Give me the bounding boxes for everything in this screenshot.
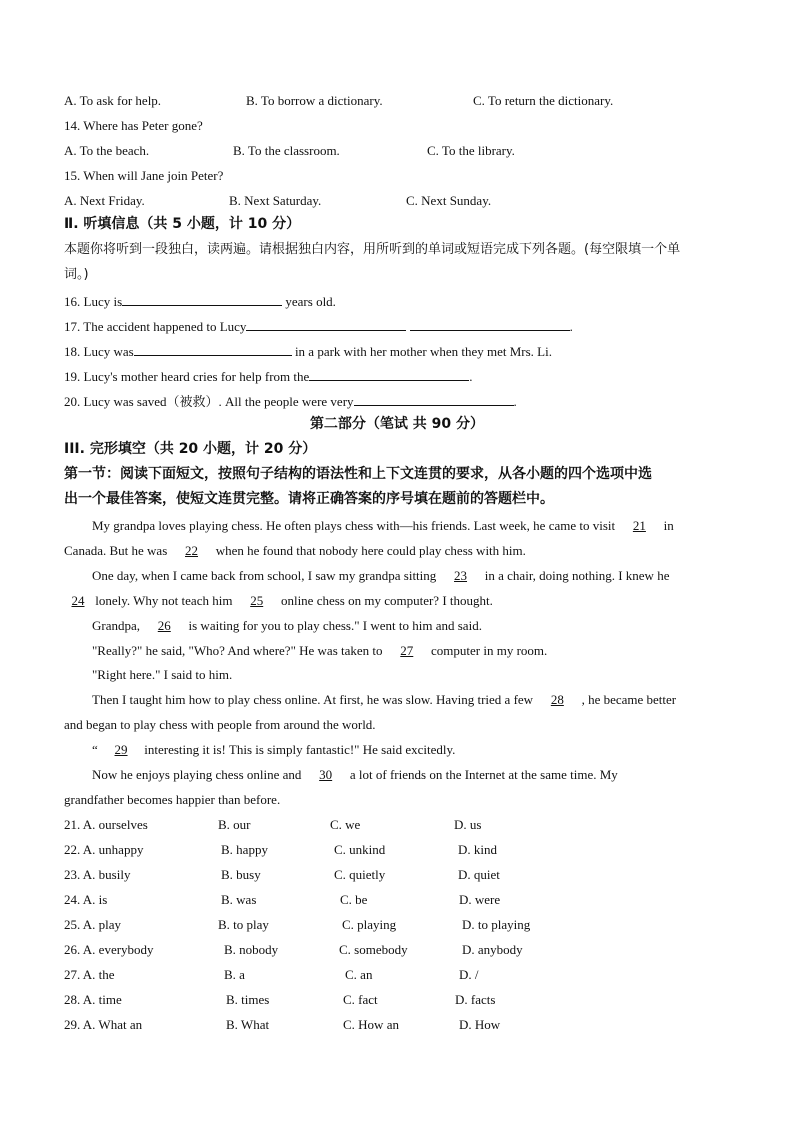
item-18-pre: 18. Lucy was xyxy=(64,344,134,359)
item-20 xyxy=(64,392,517,410)
choice-25-option-a: 25. A. play xyxy=(64,917,122,932)
part2-title: 第二部分（笔试 共 90 分） xyxy=(309,416,485,432)
choice-27-option-b: B. a xyxy=(224,967,245,982)
item-19-pre: 19. Lucy's mother heard cries for help from the xyxy=(64,369,310,384)
answer-blank-20[interactable] xyxy=(354,392,514,406)
q14-option-a: A. To the beach. xyxy=(64,143,150,158)
choice-29-option-b: B. What xyxy=(226,1017,270,1032)
passage-line-6 xyxy=(92,642,547,659)
item-18 xyxy=(64,342,552,360)
passage-line-5 xyxy=(92,617,482,634)
blank-26: 26 xyxy=(157,618,171,633)
blank-21: 21 xyxy=(632,518,646,533)
choice-22-option-c: C. unkind xyxy=(334,842,386,857)
choice-26-option-c: C. somebody xyxy=(339,942,408,957)
passage-text: My grandpa loves playing chess. He often plays chess with—his friends. Last week, he came to visit xyxy=(92,518,619,533)
blank-30: 30 xyxy=(319,767,333,782)
passage-text: “ xyxy=(92,742,102,757)
choice-24-option-b: B. was xyxy=(221,892,257,907)
passage-text: lonely. Why not teach him xyxy=(92,593,236,608)
choice-22-option-b: B. happy xyxy=(221,842,268,857)
section3-sub-1: 第一节：阅读下面短文，按照句子结构的语法性和上下文连贯的要求，从各小题的四个选项中选 xyxy=(64,466,652,482)
passage-line-2 xyxy=(64,542,526,559)
choice-24-option-d: D. were xyxy=(459,892,501,907)
choice-26-option-d: D. anybody xyxy=(462,942,523,957)
passage-text: in xyxy=(660,518,674,533)
blank-24: 24 xyxy=(71,593,85,608)
item-18-post: in a park with her mother when they met Mrs. Li. xyxy=(291,344,552,359)
section2-title: Ⅱ. 听填信息（共 5 小题，计 10 分） xyxy=(64,216,301,232)
passage-text: Now he enjoys playing chess online and xyxy=(92,767,305,782)
choice-29-option-c: C. How an xyxy=(343,1017,399,1032)
passage-line-11 xyxy=(92,766,618,783)
choice-28-option-d: D. facts xyxy=(455,992,496,1007)
passage-line-12: grandfather becomes happier than before. xyxy=(64,792,281,807)
item-16-post: years old. xyxy=(282,294,336,309)
passage-text: Grandpa, xyxy=(92,618,144,633)
passage-text: , he became better xyxy=(578,692,677,707)
choice-26-option-b: B. nobody xyxy=(224,942,279,957)
choice-25-option-d: D. to playing xyxy=(462,917,531,932)
passage-text: is waiting for you to play chess." I went to him and said. xyxy=(185,618,482,633)
passage-text: in a chair, doing nothing. I knew he xyxy=(481,568,670,583)
choice-25-option-b: B. to play xyxy=(218,917,269,932)
item-17-post: . xyxy=(569,319,573,334)
q15-option-a: A. Next Friday. xyxy=(64,193,145,208)
choice-23-option-d: D. quiet xyxy=(458,867,500,882)
choice-27-option-c: C. an xyxy=(345,967,373,982)
q15-option-c: C. Next Sunday. xyxy=(406,193,492,208)
passage-text: interesting it is! This is simply fantastic!" He said excitedly. xyxy=(141,742,456,757)
answer-blank-19[interactable] xyxy=(309,367,469,381)
answer-blank-17b[interactable] xyxy=(410,317,570,331)
blank-28: 28 xyxy=(550,692,564,707)
section3-title: III. 完形填空（共 20 小题，计 20 分） xyxy=(64,441,317,457)
choice-21-option-b: B. our xyxy=(218,817,251,832)
choice-24-option-c: C. be xyxy=(340,892,368,907)
choice-28-option-a: 28. A. time xyxy=(64,992,122,1007)
passage-text: Then I taught him how to play chess online. At first, he was slow. Having tried a few xyxy=(92,692,537,707)
choice-28-option-c: C. fact xyxy=(343,992,378,1007)
choice-23-option-a: 23. A. busily xyxy=(64,867,131,882)
q15-option-b: B. Next Saturday. xyxy=(229,193,322,208)
blank-29: 29 xyxy=(114,742,128,757)
passage-line-7: "Right here." I said to him. xyxy=(92,667,233,682)
choice-29-option-a: 29. A. What an xyxy=(64,1017,143,1032)
passage-text: One day, when I came back from school, I saw my grandpa sitting xyxy=(92,568,440,583)
item-19-post: . xyxy=(469,369,473,384)
passage-text: when he found that nobody here could play chess with him. xyxy=(212,543,526,558)
choice-21-option-c: C. we xyxy=(330,817,361,832)
choice-21-option-a: 21. A. ourselves xyxy=(64,817,148,832)
section2-instruction-2: 词。) xyxy=(64,267,89,282)
section3-sub-2: 出一个最佳答案，使短文连贯完整。请将正确答案的序号填在题前的答题栏中。 xyxy=(64,491,554,507)
passage-line-8 xyxy=(92,691,676,708)
passage-text: a lot of friends on the Internet at the same time. My xyxy=(346,767,618,782)
passage-line-9: and began to play chess with people from around the world. xyxy=(64,717,376,732)
passage-line-4 xyxy=(64,592,493,609)
passage-text: online chess on my computer? I thought. xyxy=(277,593,493,608)
answer-blank-18[interactable] xyxy=(134,342,292,356)
choice-22-option-d: D. kind xyxy=(458,842,497,857)
choice-28-option-b: B. times xyxy=(226,992,270,1007)
item-16-pre: 16. Lucy is xyxy=(64,294,123,309)
choice-29-option-d: D. How xyxy=(459,1017,501,1032)
q15-stem: 15. When will Jane join Peter? xyxy=(64,168,224,183)
choice-23-option-b: B. busy xyxy=(221,867,261,882)
choice-21-option-d: D. us xyxy=(454,817,482,832)
blank-27: 27 xyxy=(400,643,414,658)
choice-27-option-d: D. / xyxy=(459,967,479,982)
item-20-post: . xyxy=(513,394,517,409)
item-19 xyxy=(64,367,473,385)
choice-27-option-a: 27. A. the xyxy=(64,967,115,982)
blank-25: 25 xyxy=(250,593,264,608)
passage-line-3 xyxy=(92,567,669,584)
passage-line-10 xyxy=(92,741,455,758)
q14-option-c: C. To the library. xyxy=(427,143,515,158)
choice-22-option-a: 22. A. unhappy xyxy=(64,842,144,857)
answer-blank-16[interactable] xyxy=(122,292,282,306)
choice-25-option-c: C. playing xyxy=(342,917,397,932)
q14-option-b: B. To the classroom. xyxy=(233,143,340,158)
choice-24-option-a: 24. A. is xyxy=(64,892,108,907)
q13-option-a: A. To ask for help. xyxy=(64,93,162,108)
section2-instruction-1: 本题你将听到一段独白，读两遍。请根据独白内容，用所听到的单词或短语完成下列各题。(每空限填一个单 xyxy=(64,242,681,257)
q13-option-c: C. To return the dictionary. xyxy=(473,93,614,108)
item-17 xyxy=(64,317,573,335)
passage-text: Canada. But he was xyxy=(64,543,171,558)
item-17-pre: 17. The accident happened to Lucy xyxy=(64,319,247,334)
blank-22: 22 xyxy=(185,543,199,558)
q14-stem: 14. Where has Peter gone? xyxy=(64,118,203,133)
choice-26-option-a: 26. A. everybody xyxy=(64,942,154,957)
passage-text: "Really?" he said, "Who? And where?" He was taken to xyxy=(92,643,386,658)
answer-blank-17a[interactable] xyxy=(246,317,406,331)
choice-23-option-c: C. quietly xyxy=(334,867,386,882)
blank-23: 23 xyxy=(454,568,468,583)
q13-option-b: B. To borrow a dictionary. xyxy=(246,93,383,108)
item-20-pre: 20. Lucy was saved（被救）. All the people were very xyxy=(64,394,354,409)
passage-text: computer in my room. xyxy=(427,643,548,658)
passage-line-1 xyxy=(92,517,674,534)
item-16 xyxy=(64,292,336,310)
